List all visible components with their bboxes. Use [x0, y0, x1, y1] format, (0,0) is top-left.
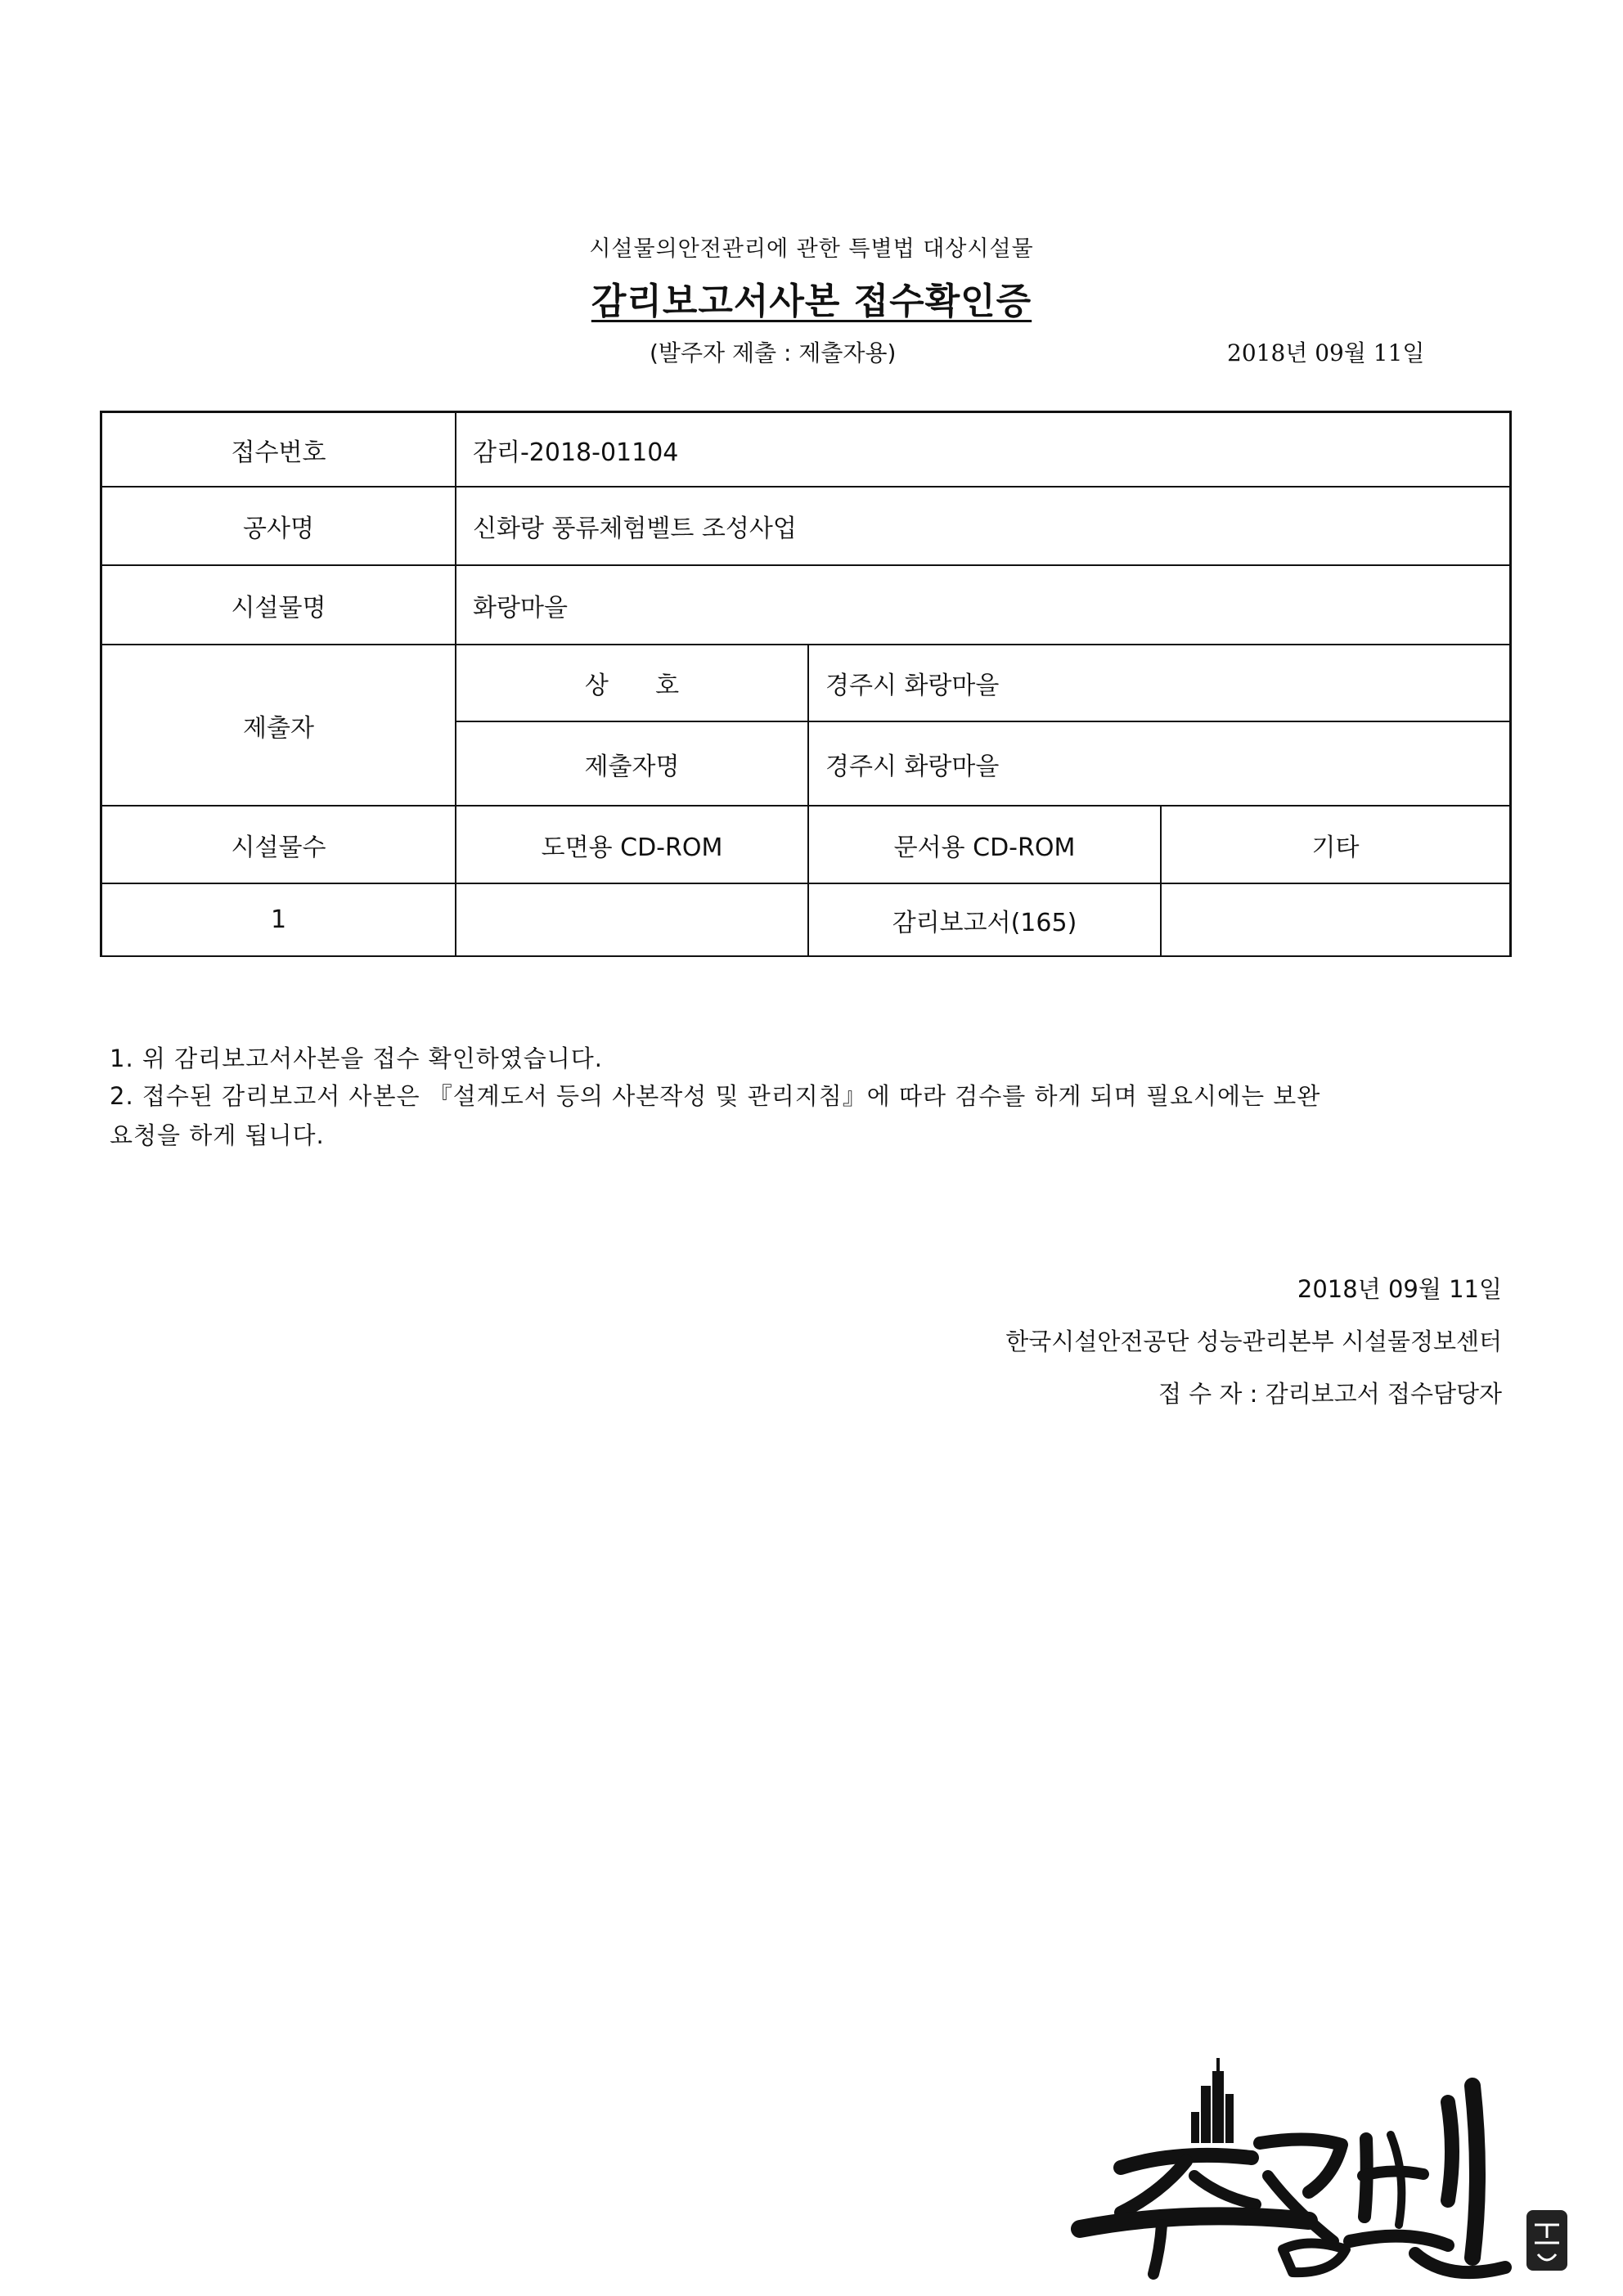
submitter-label: 제출자 — [243, 713, 314, 743]
facility-value: 화랑마을 — [473, 593, 568, 622]
other-header: 기타 — [1311, 833, 1360, 862]
note-line-3: 요청을 하게 됩니다. — [110, 1121, 325, 1149]
drawing-cd-header: 도면용 CD-ROM — [541, 833, 723, 862]
submitter-name-value: 경주시 화랑마을 — [825, 752, 1000, 781]
building-icon — [1191, 2058, 1234, 2143]
submitter-name-label: 제출자명 — [584, 752, 680, 781]
project-value: 신화랑 풍류체험벨트 조성사업 — [473, 514, 797, 543]
other-value — [1162, 884, 1509, 955]
document-title: 감리보고서사본 접수확인증 — [591, 281, 1032, 322]
footer-date: 2018년 09월 11일 — [1297, 1275, 1502, 1303]
submit-note: (발주자 제출 : 제출자용) — [650, 339, 897, 366]
document-cd-value: 감리보고서(165) — [892, 908, 1077, 937]
drawing-cd-value — [456, 884, 807, 955]
receipt-no-label: 접수번호 — [231, 438, 326, 467]
seal-icon — [1526, 2210, 1567, 2271]
company-value: 경주시 화랑마을 — [825, 672, 1000, 700]
document-cd-header: 문서용 CD-ROM — [893, 833, 1076, 862]
note-line-1: 1. 위 감리보고서사본을 접수 확인하였습니다. — [110, 1045, 604, 1072]
brand-logo — [1063, 2053, 1587, 2290]
footer-receiver: 접 수 자 : 감리보고서 접수담당자 — [1158, 1380, 1502, 1408]
receipt-table — [100, 411, 1512, 957]
facility-label: 시설물명 — [231, 593, 326, 622]
project-label: 공사명 — [243, 514, 314, 543]
count-header: 시설물수 — [231, 833, 326, 862]
count-value: 1 — [270, 905, 287, 934]
footer-organization: 한국시설안전공단 성능관리본부 시설물정보센터 — [1005, 1328, 1502, 1355]
note-line-2: 2. 접수된 감리보고서 사본은 『설계도서 등의 사본작성 및 관리지침』에 따라 검수를 하게 되며 필요시에는 보완 — [110, 1082, 1321, 1110]
document-subtitle: 시설물의안전관리에 관한 특별법 대상시설물 — [589, 236, 1034, 262]
receipt-no-value: 감리-2018-01104 — [473, 438, 679, 467]
company-label: 상 호 — [584, 672, 680, 700]
header-date: 2018년 09월 11일 — [1227, 339, 1425, 366]
